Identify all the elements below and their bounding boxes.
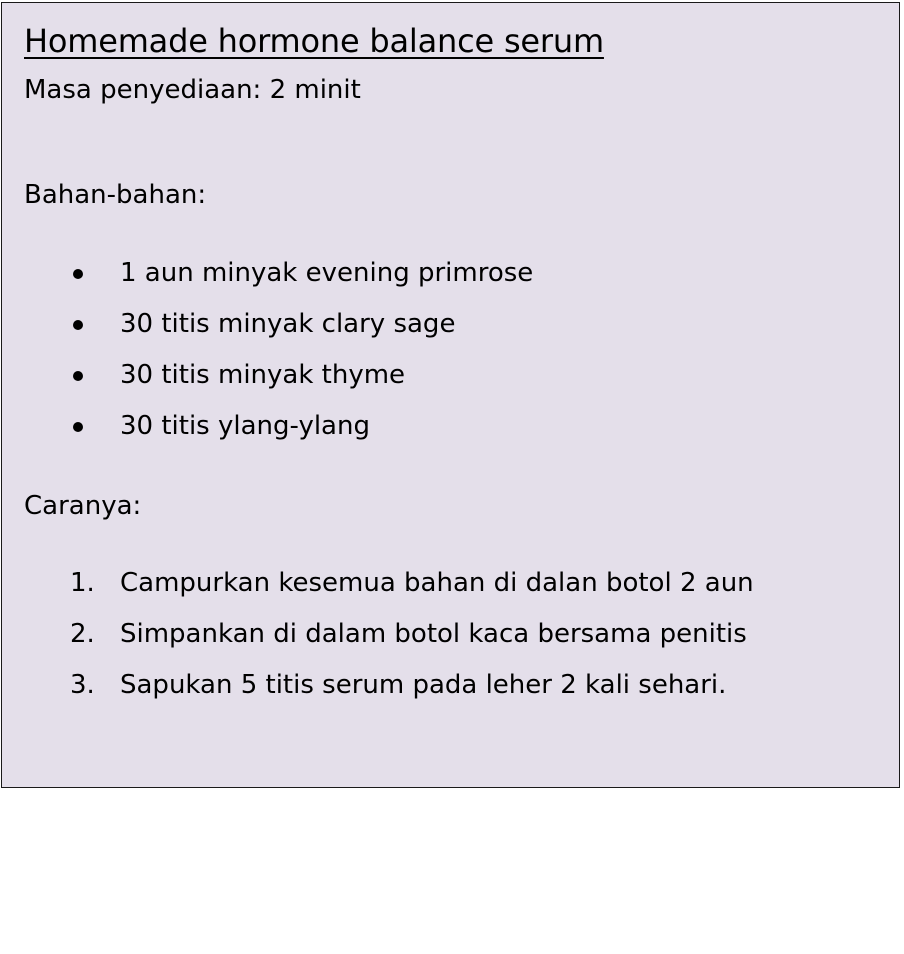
bullet-icon — [73, 320, 83, 330]
ingredients-heading: Bahan-bahan: — [24, 180, 207, 210]
recipe-title: Homemade hormone balance serum — [24, 22, 604, 60]
bullet-icon — [73, 422, 83, 432]
ingredient-text: 1 aun minyak evening primrose — [120, 258, 534, 288]
bullet-icon — [73, 269, 83, 279]
step-text: Sapukan 5 titis serum pada leher 2 kali sehari. — [120, 670, 727, 700]
method-heading: Caranya: — [24, 491, 142, 521]
step-text: Simpankan di dalam botol kaca bersama penitis — [120, 619, 747, 649]
ingredient-text: 30 titis minyak thyme — [120, 360, 406, 390]
ingredient-text: 30 titis minyak clary sage — [120, 309, 456, 339]
recipe-card — [1, 2, 900, 788]
bullet-icon — [73, 371, 83, 381]
step-number: 3. — [70, 670, 95, 700]
step-number: 1. — [70, 568, 95, 598]
step-number: 2. — [70, 619, 95, 649]
prep-time: Masa penyediaan: 2 minit — [24, 75, 361, 105]
step-text: Campurkan kesemua bahan di dalan botol 2 aun — [120, 568, 754, 598]
ingredient-text: 30 titis ylang-ylang — [120, 411, 370, 441]
